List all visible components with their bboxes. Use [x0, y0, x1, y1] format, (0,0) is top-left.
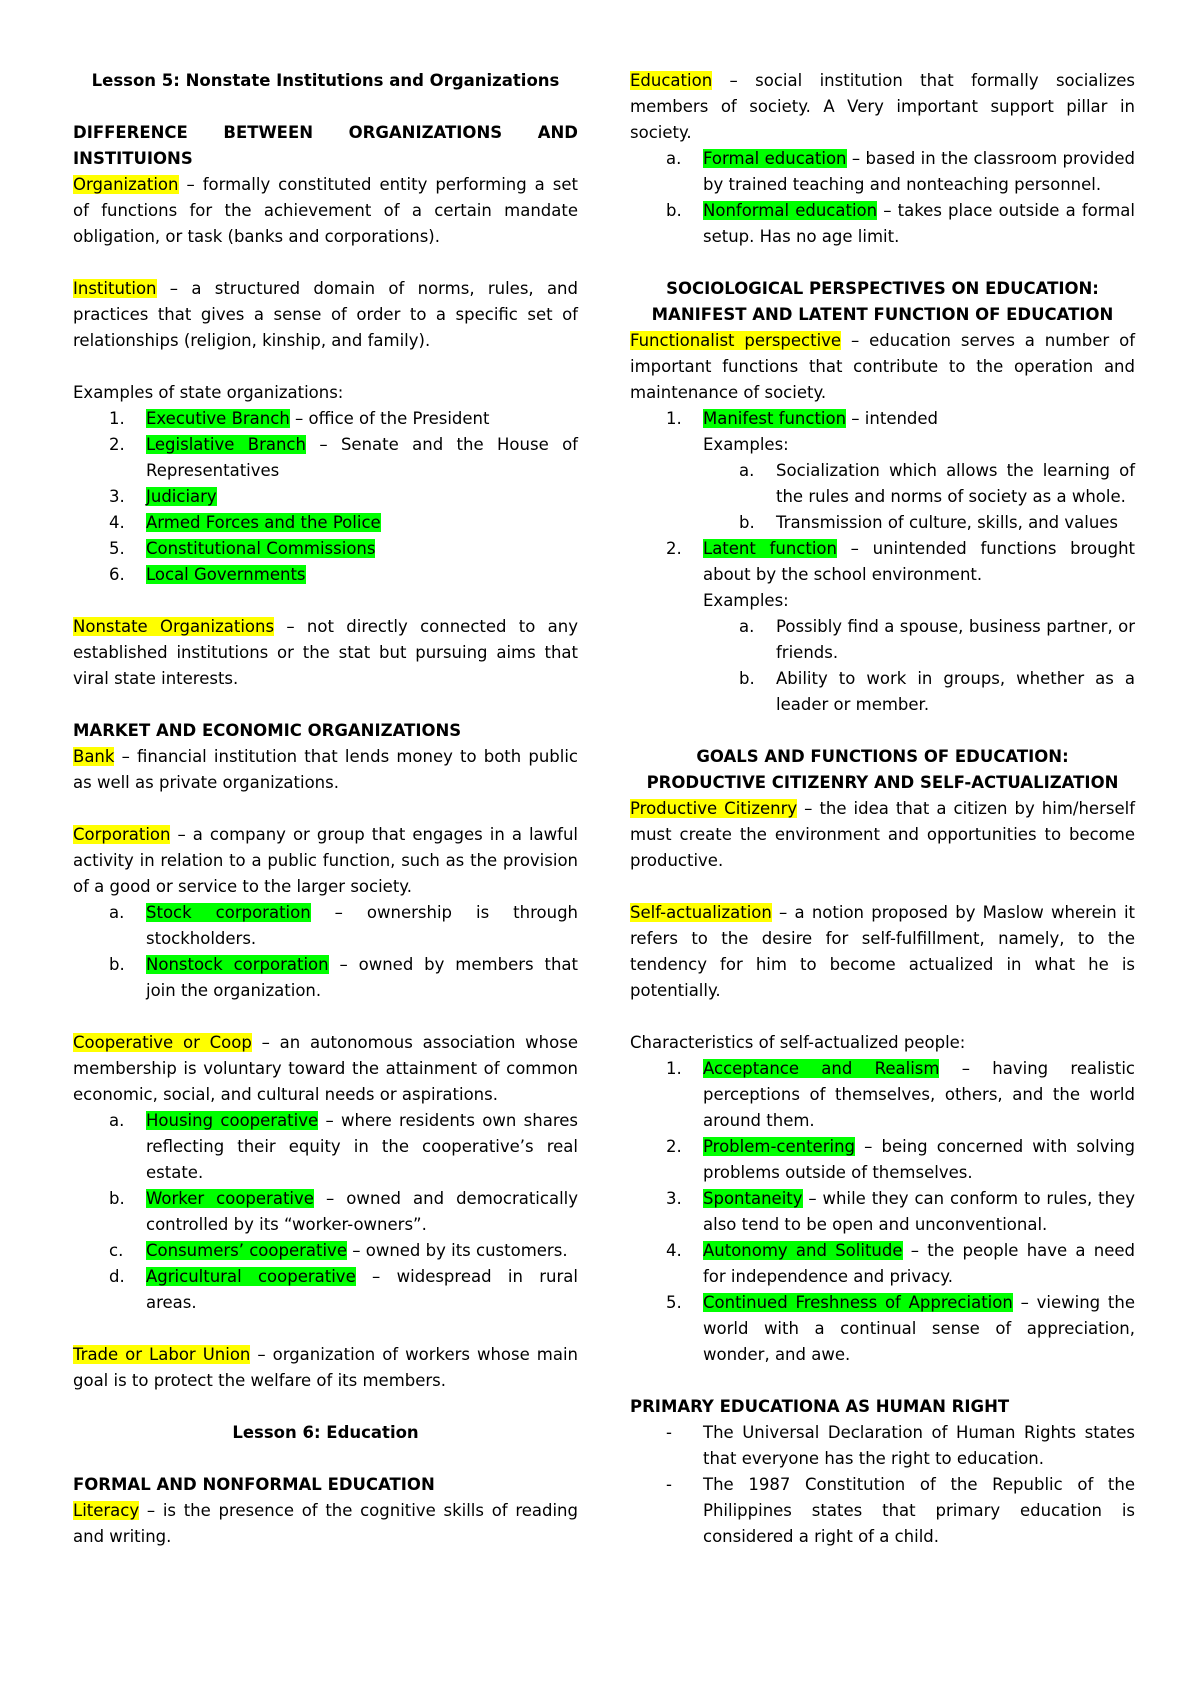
- self-actualization-term: Self-actualization: [630, 903, 772, 922]
- list-item: 3. Spontaneity – while they can conform to rules, they also tend to be open and unconventional.: [666, 1189, 1135, 1234]
- list-item: b. Nonstock corporation – owned by members that join the organization.: [109, 955, 578, 1000]
- list-item: 3. Judiciary: [109, 487, 217, 506]
- list-item: 1. Manifest function – intended: [666, 409, 939, 428]
- list-item: a. Stock corporation – ownership is through stockholders.: [109, 903, 578, 948]
- market-heading: MARKET AND ECONOMIC ORGANIZATIONS: [73, 721, 462, 740]
- manifest-examples-label: Examples:: [703, 435, 789, 454]
- list-item: 2. Latent function – unintended functions brought about by the school environment.: [666, 539, 1136, 584]
- list-item: 2. Legislative Branch – Senate and the House of Representatives: [109, 435, 578, 480]
- list-item: a. Possibly find a spouse, business partner, or friends.: [739, 617, 1135, 662]
- list-item: 6. Local Governments: [109, 565, 306, 584]
- corporation-term: Corporation: [73, 825, 171, 844]
- right-column: [630, 68, 1135, 1550]
- rights-heading: PRIMARY EDUCATIONA AS HUMAN RIGHT: [630, 1397, 1010, 1416]
- nonstate-term: Nonstate Organizations: [73, 617, 275, 636]
- functionalist-definition: Functionalist perspective – education serves a number of important functions that contribute to the operation and maintenance of society.: [630, 331, 1135, 402]
- list-item: 1. Executive Branch – office of the President: [109, 409, 490, 428]
- organization-term: Organization: [73, 175, 179, 194]
- left-column: [73, 68, 578, 1550]
- bank-definition: Bank – financial institution that lends money to both public as well as private organizations.: [73, 747, 578, 792]
- union-definition: Trade or Labor Union – organization of workers whose main goal is to protect the welfare of its members.: [73, 1345, 578, 1390]
- list-item: a. Formal education – based in the classroom provided by trained teaching and nonteaching personnel.: [666, 149, 1135, 194]
- education-definition: Education – social institution that formally socializes members of society. A Very important support pillar in society.: [630, 71, 1135, 142]
- literacy-definition: Literacy – is the presence of the cognitive skills of reading and writing.: [73, 1501, 578, 1546]
- sociological-subheading: MANIFEST AND LATENT FUNCTION OF EDUCATION: [651, 305, 1114, 324]
- corporation-definition: Corporation – a company or group that engages in a lawful activity in relation to a public function, such as the provision of a good or service to the larger society.: [73, 825, 578, 896]
- functionalist-term: Functionalist perspective: [630, 331, 842, 350]
- literacy-term: Literacy: [73, 1501, 140, 1520]
- list-item: a. Socialization which allows the learning of the rules and norms of society as a whole.: [739, 461, 1135, 506]
- bank-term: Bank: [73, 747, 115, 766]
- characteristics-intro: Characteristics of self-actualized people:: [630, 1033, 966, 1052]
- self-actualization-definition: Self-actualization – a notion proposed by Maslow wherein it refers to the desire for self-fulfillment, namely, to the tendency for him to become actualized in what he is potentially.: [630, 903, 1135, 1000]
- list-item: 5. Constitutional Commissions: [109, 539, 376, 558]
- difference-heading: DIFFERENCE BETWEEN ORGANIZATIONS AND INSTITUIONS: [73, 123, 578, 168]
- list-item: 5. Continued Freshness of Appreciation – viewing the world with a continual sense of appreciation, wonder, and awe.: [666, 1293, 1135, 1364]
- state-org-list: [73, 406, 578, 588]
- list-item: 4. Armed Forces and the Police: [109, 513, 381, 532]
- union-term: Trade or Labor Union: [73, 1345, 251, 1364]
- cooperative-definition: Cooperative or Coop – an autonomous association whose membership is voluntary toward the attainment of common economic, social, and cultural needs or aspirations.: [73, 1033, 578, 1104]
- list-item: b. Worker cooperative – owned and democratically controlled by its “worker-owners”.: [109, 1189, 579, 1234]
- list-item: 4. Autonomy and Solitude – the people have a need for independence and privacy.: [666, 1241, 1135, 1286]
- goals-subheading: PRODUCTIVE CITIZENRY AND SELF-ACTUALIZATION: [646, 773, 1119, 792]
- nonstate-definition: Nonstate Organizations – not directly connected to any established institutions or the stat but pursuing aims that viral state interests.: [73, 617, 578, 688]
- list-item: 1. Acceptance and Realism – having realistic perceptions of themselves, others, and the world around them.: [666, 1059, 1135, 1130]
- lesson6-title: Lesson 6: Education: [232, 1423, 419, 1442]
- organization-definition: Organization – formally constituted entity performing a set of functions for the achievement of a certain mandate obligation, or task (banks and corporations).: [73, 175, 578, 246]
- citizenry-definition: Productive Citizenry – the idea that a citizen by him/herself must create the environment and opportunities to become productive.: [630, 799, 1136, 870]
- sociological-heading: SOCIOLOGICAL PERSPECTIVES ON EDUCATION:: [666, 279, 1099, 298]
- list-item: d. Agricultural cooperative – widespread in rural areas.: [109, 1267, 578, 1312]
- lesson5-title: Lesson 5: Nonstate Institutions and Organizations: [91, 71, 560, 90]
- list-item: b. Ability to work in groups, whether as a leader or member.: [739, 669, 1135, 714]
- state-examples-intro: Examples of state organizations:: [73, 383, 344, 402]
- list-item: b. Nonformal education – takes place outside a formal setup. Has no age limit.: [666, 201, 1135, 246]
- list-item: - The Universal Declaration of Human Rights states that everyone has the right to education.: [666, 1423, 1135, 1468]
- list-item: 2. Problem-centering – being concerned with solving problems outside of themselves.: [666, 1137, 1135, 1182]
- goals-heading: GOALS AND FUNCTIONS OF EDUCATION:: [696, 747, 1069, 766]
- list-item: c. Consumers’ cooperative – owned by its customers.: [109, 1241, 568, 1260]
- list-item: - The 1987 Constitution of the Republic of the Philippines states that primary education is considered a right of a child.: [666, 1475, 1135, 1546]
- education-term: Education: [630, 71, 713, 90]
- cooperative-term: Cooperative or Coop: [73, 1033, 252, 1052]
- formal-heading: FORMAL AND NONFORMAL EDUCATION: [73, 1475, 435, 1494]
- institution-term: Institution: [73, 279, 157, 298]
- citizenry-term: Productive Citizenry: [630, 799, 798, 818]
- institution-definition: Institution – a structured domain of norms, rules, and practices that gives a sense of order to a specific set of relationships (religion, kinship, and family).: [73, 279, 578, 350]
- list-item: a. Housing cooperative – where residents own shares reflecting their equity in the cooperative’s real estate.: [109, 1111, 578, 1182]
- latent-examples-label: Examples:: [703, 591, 789, 610]
- list-item: b. Transmission of culture, skills, and values: [739, 513, 1119, 532]
